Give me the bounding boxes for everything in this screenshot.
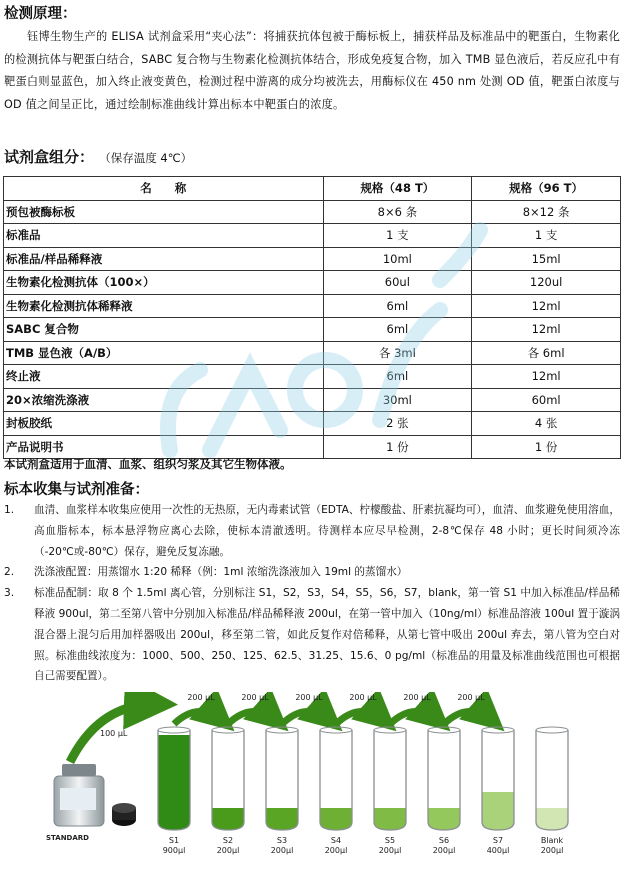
tube-volume: 200μl xyxy=(540,846,564,855)
tube-rim xyxy=(428,727,460,733)
tube-liquid xyxy=(212,808,244,830)
item-number: 1. xyxy=(4,504,15,516)
item-text: 血清、血浆样本收集应使用一次性的无热原，无内毒素试管（EDTA、柠檬酸盐、肝素抗凝均可），血清、血浆避免使用溶血，高血脂标本，标本悬浮物应离心去除，使标本清澈透明。待测样本应尽早检测，2-8℃保存 48 小时；更长时间须冷冻（-20℃或-80℃）保存，避免反复冻融。 xyxy=(34,504,620,558)
spec-96t: 8×12 条 xyxy=(472,200,621,224)
table-row xyxy=(4,318,621,342)
component-name: 标准品 xyxy=(4,224,324,248)
first-transfer-label: 100 μL xyxy=(100,729,128,738)
transfer-arrow xyxy=(282,711,332,724)
table-row xyxy=(4,388,621,412)
table-row xyxy=(4,435,621,459)
transfer-arrow xyxy=(174,711,224,724)
standard-label: STANDARD xyxy=(46,834,89,842)
tube-volume: 200μl xyxy=(216,846,240,855)
tube-liquid xyxy=(428,808,460,830)
tube-volume: 200μl xyxy=(378,846,402,855)
tube-rim xyxy=(266,727,298,733)
tube-label: S3 xyxy=(276,836,288,845)
table-row xyxy=(4,412,621,436)
tube-volume: 900μl xyxy=(162,846,186,855)
tube-rim xyxy=(482,727,514,733)
transfer-arrow xyxy=(444,711,494,724)
tube-label: S2 xyxy=(222,836,234,845)
tube-volume: 200μl xyxy=(432,846,456,855)
table-row xyxy=(4,365,621,389)
component-name: 产品说明书 xyxy=(4,435,324,459)
spec-96t: 4 张 xyxy=(472,412,621,436)
spec-48t: 6ml xyxy=(323,294,472,318)
tube-liquid xyxy=(158,735,190,830)
transfer-label: 200 μL xyxy=(295,693,323,702)
dilution-figure xyxy=(40,692,595,862)
spec-48t: 30ml xyxy=(323,388,472,412)
spec-48t: 6ml xyxy=(323,365,472,389)
transfer-label: 200 μL xyxy=(187,693,215,702)
tube-s7 xyxy=(482,727,514,855)
list-item xyxy=(4,583,620,687)
spec-96t: 60ml xyxy=(472,388,621,412)
spec-96t: 1 份 xyxy=(472,435,621,459)
list-item xyxy=(4,500,620,562)
tube-volume: 400μl xyxy=(486,846,510,855)
storage-note: （保存温度 4℃） xyxy=(99,151,193,165)
component-name: 生物素化检测抗体稀释液 xyxy=(4,294,324,318)
component-name: 封板胶纸 xyxy=(4,412,324,436)
spec-48t: 10ml xyxy=(323,247,472,271)
table-row xyxy=(4,247,621,271)
tube-liquid xyxy=(482,792,514,830)
tube-s1 xyxy=(158,727,190,855)
spec-48t: 8×6 条 xyxy=(323,200,472,224)
item-text: 洗涤液配置：用蒸馏水 1:20 稀释（例：1ml 浓缩洗涤液加入 19ml 的蒸馏水） xyxy=(34,566,408,579)
applicable-note: 本试剂盒适用于血清、血浆、组织匀浆及其它生物体液。 xyxy=(4,457,292,471)
tube-rim xyxy=(536,727,568,733)
transfer-arrow xyxy=(228,711,278,724)
table-row xyxy=(4,271,621,295)
component-name: TMB 显色液（A/B） xyxy=(4,341,324,365)
tube-rim xyxy=(320,727,352,733)
spec-48t: 1 支 xyxy=(323,224,472,248)
tube-blank xyxy=(536,727,568,855)
header-48t: 规格（48 T） xyxy=(323,177,472,201)
component-name: 预包被酶标板 xyxy=(4,200,324,224)
spec-96t: 12ml xyxy=(472,294,621,318)
transfer-arrow xyxy=(390,711,440,724)
spec-96t: 15ml xyxy=(472,247,621,271)
spec-96t: 1 支 xyxy=(472,224,621,248)
spec-48t: 1 份 xyxy=(323,435,472,459)
header-name: 名 称 xyxy=(4,177,324,201)
transfer-label: 200 μL xyxy=(403,693,431,702)
bottle-cap-icon xyxy=(112,803,136,826)
tube-label: Blank xyxy=(540,836,564,845)
tube-volume: 200μl xyxy=(270,846,294,855)
tube-rim xyxy=(374,727,406,733)
table-row xyxy=(4,341,621,365)
component-name: 20×浓缩洗涤液 xyxy=(4,388,324,412)
tube-s6 xyxy=(428,727,460,855)
spec-96t: 各 6ml xyxy=(472,341,621,365)
tube-label: S4 xyxy=(330,836,342,845)
kit-components-table xyxy=(3,176,621,459)
header-96t: 规格（96 T） xyxy=(472,177,621,201)
table-row xyxy=(4,224,621,248)
principle-title: 检测原理： xyxy=(4,6,77,22)
spec-48t: 2 张 xyxy=(323,412,472,436)
tube-liquid xyxy=(320,808,352,830)
component-name: SABC 复合物 xyxy=(4,318,324,342)
list-item xyxy=(4,562,620,583)
transfer-label: 200 μL xyxy=(457,693,485,702)
tube-label: S6 xyxy=(438,836,450,845)
tube-label: S1 xyxy=(168,836,180,845)
spec-48t: 6ml xyxy=(323,318,472,342)
kit-title xyxy=(4,146,192,167)
component-name: 生物素化检测抗体（100×） xyxy=(4,271,324,295)
table-row xyxy=(4,294,621,318)
kit-title-text: 试剂盒组分： xyxy=(4,148,95,166)
spec-96t: 120ul xyxy=(472,271,621,295)
tube-s3 xyxy=(266,727,298,855)
tube-s2 xyxy=(212,727,244,855)
prep-title: 标本收集与试剂准备： xyxy=(4,482,149,498)
component-name: 标准品/样品稀释液 xyxy=(4,247,324,271)
tube-rim xyxy=(158,727,190,733)
item-text: 标准品配制：取 8 个 1.5ml 离心管，分别标注 S1，S2，S3，S4，S5，S6，S7，blank，第一管 S1 中加入标准品/样品稀释液 900ul，第二至第八管中分别加入标准品/样品稀释液 200ul，在第一管中加入（10ng/ml）标准品溶液 100ul 置于漩涡混合器上混匀后用加样器吸出 200ul，移至第二管，如此反复作对倍稀释，从第七管中吸出 200ul 弃去，第八管为空白对照。标准曲线浓度为：1000、500、250、125、62.5、31.25、15.6、0 pg/ml（标准品的用量及标准曲线范围也可根据自己需要配置）。 xyxy=(34,587,620,683)
table-row xyxy=(4,200,621,224)
tube-label: S5 xyxy=(384,836,396,845)
tubes-group xyxy=(158,693,568,855)
tube-rim xyxy=(212,727,244,733)
prep-list xyxy=(4,500,620,687)
principle-text: 钰博生物生产的 ELISA 试剂盒采用“夹心法”：将捕获抗体包被于酶标板上，捕获样品及标准品中的靶蛋白，生物素化的检测抗体与靶蛋白结合，SABC 复合物与生物素化检测抗体结合，形成免疫复合物，加入 TMB 显色液后，若反应孔中有靶蛋白则显蓝色，加入终止液变黄色，检测过程中游离的成分均被洗去，用酶标仪在 450 nm 处测 OD 值，靶蛋白浓度与 OD 值之间呈正比，通过绘制标准曲线计算出标本中靶蛋白的浓度。 xyxy=(4,30,620,111)
standard-bottle-icon xyxy=(54,764,104,826)
component-name: 终止液 xyxy=(4,365,324,389)
tube-volume: 200μl xyxy=(324,846,348,855)
tube-s5 xyxy=(374,727,406,855)
spec-96t: 12ml xyxy=(472,318,621,342)
tube-s4 xyxy=(320,727,352,855)
transfer-label: 200 μL xyxy=(349,693,377,702)
item-number: 2. xyxy=(4,566,15,579)
spec-48t: 60ul xyxy=(323,271,472,295)
spec-96t: 12ml xyxy=(472,365,621,389)
transfer-arrow xyxy=(336,711,386,724)
tube-liquid xyxy=(374,808,406,830)
spec-48t: 各 3ml xyxy=(323,341,472,365)
tube-liquid xyxy=(536,808,568,830)
item-number: 3. xyxy=(4,587,15,600)
transfer-label: 200 μL xyxy=(241,693,269,702)
tube-liquid xyxy=(266,808,298,830)
table-header-row xyxy=(4,177,621,201)
tube-label: S7 xyxy=(492,836,504,845)
